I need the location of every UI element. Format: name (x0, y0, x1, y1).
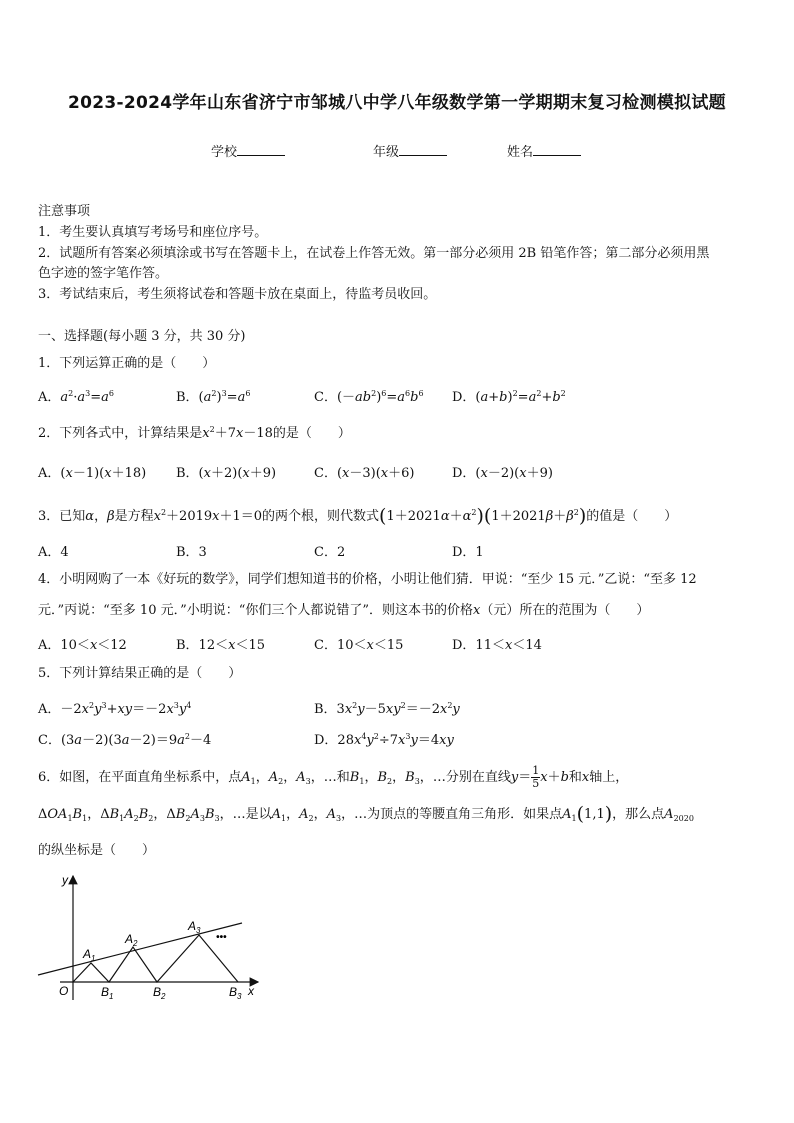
note-item: 1．考生要认真填写考场号和座位序号。 (38, 225, 268, 240)
q1-option-b[interactable]: B．$(a^2)^3=a^6$ (176, 389, 251, 405)
q5-option-a[interactable]: A．$-2x^2y^3+xy=-2x^3y^4$ (38, 701, 192, 717)
question-5-stem: 5．下列计算结果正确的是（ ） (38, 666, 242, 681)
q2-option-d[interactable]: D．(x－2)(x＋9) (452, 466, 553, 481)
origin-label: O (59, 984, 69, 998)
q4-option-b[interactable]: B．12＜x＜15 (176, 638, 265, 653)
page-title: 2023-2024学年山东省济宁市邹城八中学八年级数学第一学期期末复习检测模拟试题 (68, 93, 726, 113)
q3-option-a[interactable]: A．4 (38, 545, 69, 560)
note-item: 2．试题所有答案必须填涂或书写在答题卡上，在试卷上作答无效。第一部分必须用 2B 铅笔作答；第二部分必须用黑 (38, 246, 710, 261)
q1-option-c[interactable]: C．$(-ab^2)^6=a^6b^6$ (314, 389, 424, 405)
triangle-chain (73, 935, 238, 982)
q4-option-c[interactable]: C．10＜x＜15 (314, 638, 404, 653)
school-field[interactable]: 学校 (211, 141, 285, 160)
q1-option-a[interactable]: A．$a^2\cdot a^3=a^6$ (38, 389, 115, 405)
q4-option-a[interactable]: A．10＜x＜12 (38, 638, 127, 653)
q6-figure (30, 868, 270, 1008)
question-6-stem-line2: $\Delta OA_1B_1$，$\Delta B_1A_2B_2$，$\Delta B_2A_3B_3$，…是以$A_1$，$A_2$，$A_3$，…为顶点的等腰直角三角形．如果点$A_1(1,1)$，那么点$A_{2020}$ (38, 803, 694, 825)
grade-field[interactable]: 年级 (373, 141, 447, 160)
y-axis-label: y (62, 873, 68, 887)
q2-option-c[interactable]: C．(x－3)(x＋6) (314, 466, 415, 481)
q5-option-d[interactable]: D．$28x^4y^2\div 7x^3y=4xy$ (314, 732, 454, 748)
q4-option-d[interactable]: D．11＜x＜14 (452, 638, 542, 653)
q3-option-b[interactable]: B．3 (176, 545, 207, 560)
point-a1-label: $A_1$ (83, 947, 96, 963)
question-3-stem: 3．已知α，β是方程$x^2+2019x+1=0$的两个根，则代数式$(1+2021\alpha+\alpha^2)(1+2021\beta+\beta^2)$的值是（ ） (38, 505, 678, 527)
note-item: 3．考试结束后，考生须将试卷和答题卡放在桌面上，待监考员收回。 (38, 287, 437, 302)
question-6-stem-line3: 的纵坐标是（ ） (38, 843, 156, 858)
line-l (38, 923, 242, 975)
name-field[interactable]: 姓名 (507, 141, 581, 160)
point-b3-label: $B_3$ (229, 985, 242, 1001)
point-b1-label: $B_1$ (101, 985, 114, 1001)
question-4-stem-line2: 元．”丙说：“至多 10 元．”小明说：“你们三个人都说错了”．则这本书的价格x（元）所在的范围为（ ） (38, 603, 650, 618)
section-heading: 一、选择题(每小题 3 分，共 30 分) (38, 329, 246, 344)
q2-option-a[interactable]: A．(x－1)(x＋18) (38, 466, 147, 481)
q2-option-b[interactable]: B．(x＋2)(x＋9) (176, 466, 277, 481)
question-6-stem-line1: 6．如图，在平面直角坐标系中，点$A_1$，$A_2$，$A_3$，…和$B_1$，$B_2$，$B_3$，…分别在直线y＝ $\frac{1}{5}$ x＋b和x轴上， (38, 764, 629, 790)
notes-heading: 注意事项 (38, 204, 91, 219)
q3-option-d[interactable]: D．1 (452, 545, 484, 560)
q5-option-c[interactable]: C．$(3a-2)(3a-2)=9a^2-4$ (38, 732, 212, 748)
point-a2-label: $A_2$ (125, 932, 138, 948)
question-4-stem-line1: 4．小明网购了一本《好玩的数学》，同学们想知道书的价格，小明让他们猜．甲说：“至少 15 元．”乙说：“至多 12 (38, 572, 697, 587)
point-b2-label: $B_2$ (153, 985, 166, 1001)
question-2-stem: 2．下列各式中，计算结果是$x^2+7x-18$的是（ ） (38, 425, 351, 441)
q3-option-c[interactable]: C．2 (314, 545, 346, 560)
continuation-dots: ••• (216, 932, 227, 943)
question-1-stem: 1．下列运算正确的是（ ） (38, 356, 216, 371)
note-item: 色字迹的签字笔作答。 (38, 266, 169, 281)
point-a3-label: $A_3$ (188, 919, 201, 935)
x-axis-label: x (248, 984, 254, 998)
q1-option-d[interactable]: D．$(a+b)^2=a^2+b^2$ (452, 389, 566, 405)
q5-option-b[interactable]: B．$3x^2y-5xy^2=-2x^2y$ (314, 701, 460, 717)
